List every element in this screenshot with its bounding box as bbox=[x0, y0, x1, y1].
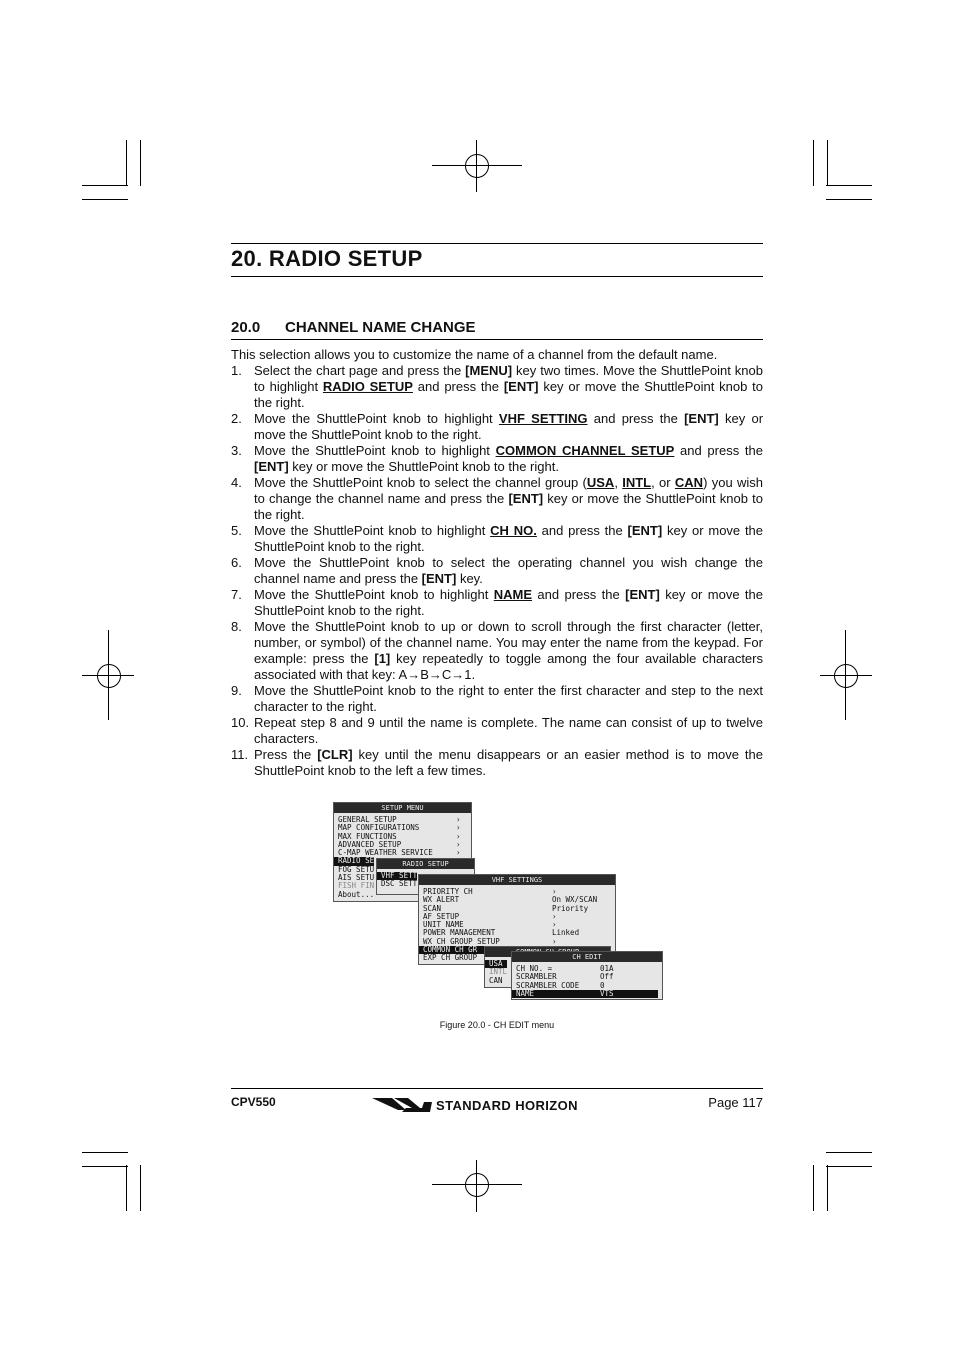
step-text: key or move the ShuttlePoint knob to the right. bbox=[254, 411, 764, 442]
step-item bbox=[231, 475, 763, 523]
body-text bbox=[231, 347, 763, 779]
footer-model: CPV550 bbox=[231, 1095, 276, 1109]
screen-item-value: VTS bbox=[600, 988, 614, 998]
screen-item-label: RADIO SE bbox=[338, 856, 375, 866]
ch-edit-screen bbox=[511, 951, 663, 1000]
chapter-rule-top bbox=[231, 243, 763, 244]
key-label: [1] bbox=[374, 651, 391, 666]
step-text: key or move the ShuttlePoint knob to the right. bbox=[254, 587, 764, 618]
step-text: and press the bbox=[532, 587, 626, 602]
key-label: [MENU] bbox=[465, 363, 513, 378]
screen-item-label: NAME bbox=[516, 988, 535, 998]
screen-item-value: 0 bbox=[600, 980, 605, 990]
screen-item-value: › bbox=[456, 823, 461, 833]
step-item bbox=[231, 363, 763, 411]
step-text: key or move the ShuttlePoint knob to the right. bbox=[254, 491, 763, 522]
key-label: [ENT] bbox=[508, 491, 544, 506]
screen-item-label: VHF SETT bbox=[381, 871, 418, 880]
menu-item-ref: CH NO. bbox=[490, 523, 537, 538]
screen-item-value: › bbox=[552, 911, 557, 921]
screen-menu-item bbox=[512, 990, 658, 998]
screen-menu-item bbox=[512, 982, 662, 990]
step-text: Press the bbox=[254, 747, 318, 762]
step-item bbox=[231, 443, 763, 475]
chapter-rule-bottom bbox=[231, 276, 763, 277]
screen-item-label: SCRAMBLER bbox=[516, 972, 557, 982]
key-label: [ENT] bbox=[684, 411, 719, 426]
screen-item-label: USA bbox=[489, 959, 503, 968]
screen-item-value: Off bbox=[600, 972, 614, 982]
step-item bbox=[231, 411, 763, 443]
screen-item-value: › bbox=[456, 839, 461, 849]
setup-menu-title: SETUP MENU bbox=[334, 803, 471, 813]
step-text: key or move the ShuttlePoint knob to the right. bbox=[254, 379, 764, 410]
menu-item-ref: USA bbox=[586, 475, 615, 490]
menu-item-ref: VHF SETTING bbox=[498, 411, 588, 426]
key-label: [CLR] bbox=[317, 747, 353, 762]
key-label: [ENT] bbox=[627, 523, 663, 538]
intro-paragraph: This selection allows you to customize the name of a channel from the default name. bbox=[231, 347, 718, 362]
screen-item-value: Linked bbox=[552, 928, 580, 938]
menu-item-ref: CAN bbox=[674, 475, 704, 490]
key-label: [ENT] bbox=[254, 459, 289, 474]
screen-item-label: COMMON CH GR bbox=[423, 945, 478, 955]
screen-item-label: SCAN bbox=[423, 903, 442, 913]
step-text: Move the ShuttlePoint knob to the right to enter the first character and step to the next character to the right. bbox=[254, 683, 763, 714]
figure-caption: Figure 20.0 - CH EDIT menu bbox=[439, 1020, 555, 1030]
step-item bbox=[231, 619, 763, 683]
key-label: [ENT] bbox=[421, 571, 457, 586]
step-text: Move the ShuttlePoint knob to up or down to scroll through the first character (letter, number, or symbol) of the channel name. You may enter the name from the keypad. For example: press the bbox=[254, 619, 763, 666]
screen-item-label: DSC SETT bbox=[381, 879, 418, 889]
screen-item-value: › bbox=[456, 815, 461, 824]
page-number: Page 117 bbox=[708, 1095, 763, 1110]
step-number: 10. bbox=[231, 715, 250, 730]
step-text: Repeat step 8 and 9 until the name is complete. The name can consist of up to twelve characters. bbox=[254, 715, 763, 746]
screen-item-value: › bbox=[552, 920, 557, 930]
step-text: , or bbox=[651, 475, 675, 490]
step-text: Select the chart page and press the bbox=[254, 363, 466, 378]
key-label: [ENT] bbox=[625, 587, 660, 602]
screen-item-label: MAP CONFIGURATIONS bbox=[338, 823, 420, 833]
step-text: key two times. Move the ShuttlePoint knob to highlight bbox=[254, 363, 763, 394]
step-number: 1. bbox=[231, 363, 242, 378]
step-text: Move the ShuttlePoint knob to highlight bbox=[254, 411, 499, 426]
screen-item-label: POWER MANAGEMENT bbox=[423, 928, 496, 938]
screen-item-value: 01A bbox=[600, 964, 614, 973]
step-number: 5. bbox=[231, 523, 242, 538]
screen-item-value: On WX/SCAN bbox=[552, 895, 598, 905]
step-item bbox=[231, 683, 763, 715]
screen-item-label: FOG SETU bbox=[338, 864, 375, 874]
steps-list bbox=[231, 363, 763, 779]
vhf-settings-title: VHF SETTINGS bbox=[419, 875, 615, 885]
step-number: 8. bbox=[231, 619, 242, 634]
section-title: CHANNEL NAME CHANGE bbox=[285, 319, 476, 336]
step-text: Move the ShuttlePoint knob to highlight bbox=[254, 443, 496, 458]
step-text: and press the bbox=[412, 379, 504, 394]
step-item bbox=[231, 555, 763, 587]
brand-name: STANDARD HORIZON bbox=[436, 1098, 578, 1113]
screen-item-label: INTL bbox=[489, 967, 508, 977]
step-text: key or move the ShuttlePoint knob to the right. bbox=[254, 523, 764, 554]
step-item bbox=[231, 747, 763, 779]
step-text: key repeatedly to toggle among the four available characters associated with that key: A→B→C→1. bbox=[254, 651, 763, 682]
step-text: key until the menu disappears or an easier method is to move the ShuttlePoint knob to the left a few times. bbox=[254, 747, 763, 778]
step-text: Move the ShuttlePoint knob to select the channel group ( bbox=[254, 475, 587, 490]
screen-item-label: AIS SETU bbox=[338, 873, 375, 883]
step-text: and press the bbox=[536, 523, 628, 538]
screen-item-label: MAX FUNCTIONS bbox=[338, 831, 397, 841]
section-rule bbox=[231, 339, 763, 340]
menu-item-ref: RADIO SETUP bbox=[322, 379, 413, 394]
step-number: 9. bbox=[231, 683, 242, 698]
screen-item-label: C-MAP WEATHER SERVICE bbox=[338, 848, 433, 858]
step-item bbox=[231, 715, 763, 747]
screen-item-label: FISH FIN bbox=[338, 881, 375, 891]
screen-item-label: EXP CH GROUP bbox=[423, 953, 478, 963]
chapter-title: 20. RADIO SETUP bbox=[231, 246, 423, 271]
step-text: key or move the ShuttlePoint knob to the right. bbox=[288, 459, 559, 474]
step-number: 3. bbox=[231, 443, 242, 458]
step-number: 4. bbox=[231, 475, 242, 490]
screen-item-label: PRIORITY CH bbox=[423, 887, 473, 896]
step-number: 11. bbox=[231, 747, 249, 762]
step-text: Move the ShuttlePoint knob to highlight bbox=[254, 523, 491, 538]
screen-item-value: › bbox=[456, 848, 461, 858]
screen-item-label: About... bbox=[338, 889, 375, 899]
step-text: Move the ShuttlePoint knob to select the operating channel you wish change the channel name and press the bbox=[254, 555, 763, 586]
screen-item-value: › bbox=[456, 831, 461, 841]
menu-item-ref: COMMON CHANNEL SETUP bbox=[495, 443, 675, 458]
menu-item-ref: INTL bbox=[622, 475, 652, 490]
section-heading bbox=[231, 319, 476, 336]
step-item bbox=[231, 587, 763, 619]
screen-item-label: WX ALERT bbox=[423, 895, 460, 905]
screen-item-label: UNIT NAME bbox=[423, 920, 464, 930]
screen-item-value: › bbox=[552, 936, 557, 946]
step-text: and press the bbox=[674, 443, 763, 458]
step-text: Move the ShuttlePoint knob to highlight bbox=[254, 587, 494, 602]
step-number: 2. bbox=[231, 411, 242, 426]
standard-horizon-logo-icon bbox=[372, 1096, 432, 1116]
step-text: key. bbox=[456, 571, 483, 586]
step-item bbox=[231, 523, 763, 555]
screen-item-label: GENERAL SETUP bbox=[338, 815, 397, 824]
step-text: , bbox=[614, 475, 623, 490]
section-number: 20.0 bbox=[231, 319, 261, 336]
screen-item-value: Priority bbox=[552, 903, 589, 913]
radio-setup-title: RADIO SETUP bbox=[377, 859, 474, 869]
step-number: 7. bbox=[231, 587, 242, 602]
screen-item-label: SCRAMBLER CODE bbox=[516, 980, 580, 990]
screen-item-label: ADVANCED SETUP bbox=[338, 839, 402, 849]
screen-item-label: CH NO. = bbox=[516, 964, 553, 973]
menu-item-ref: NAME bbox=[493, 587, 533, 602]
ch-edit-title: CH EDIT bbox=[512, 952, 662, 962]
screen-item-label: WX CH GROUP SETUP bbox=[423, 936, 500, 946]
step-text: ) you wish to change the channel name and press the bbox=[254, 475, 763, 506]
screen-item-label: AF SETUP bbox=[423, 911, 460, 921]
footer-rule bbox=[231, 1088, 763, 1089]
key-label: [ENT] bbox=[503, 379, 539, 394]
step-text: and press the bbox=[587, 411, 685, 426]
step-number: 6. bbox=[231, 555, 242, 570]
screen-item-label: CAN bbox=[489, 975, 503, 985]
screen-item-value: › bbox=[552, 887, 557, 896]
